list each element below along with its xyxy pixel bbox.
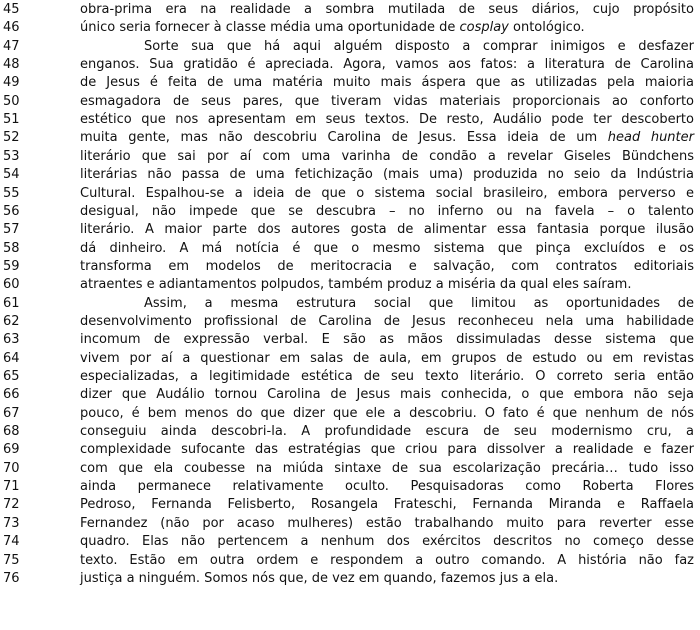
line-text: estético que nos apresentam em seus textos. De resto, Audálio pode ter descoberto — [80, 112, 694, 128]
text-line — [0, 74, 700, 91]
line-text: literário que sai por aí com uma varinha de condão a revelar Giseles Bündchens — [80, 148, 694, 164]
line-number: 45 — [3, 2, 20, 17]
line-number: 62 — [3, 313, 20, 329]
text-line — [0, 295, 700, 312]
text-line — [0, 185, 700, 202]
text-line — [0, 552, 700, 569]
text-line — [0, 166, 700, 183]
line-text: com que ela coubesse na miúda sintaxe de sua escolarização precária… tudo isso — [80, 460, 694, 476]
text-line — [0, 38, 700, 55]
line-text: atraentes e adiantamentos polpudos, também produz a miséria da qual eles saíram. — [80, 277, 632, 293]
line-number: 60 — [3, 277, 20, 293]
text-line — [0, 368, 700, 385]
line-text: obra-prima era na realidade a sombra mutilada de seus diários, cujo propósito — [80, 2, 694, 17]
line-text: justiça a ninguém. Somos nós que, de vez em quando, fazemos jus a ela. — [80, 570, 559, 586]
line-text: vivem por aí a questionar em salas de aula, em grupos de estudo ou em revistas — [80, 350, 694, 366]
line-number: 52 — [3, 130, 20, 146]
line-text: muita gente, mas não descobriu Carolina de Jesus. Essa ideia de um head hunter — [80, 130, 694, 146]
text-line — [0, 111, 700, 128]
text-line — [0, 478, 700, 495]
line-text: enganos. Sua gratidão é apreciada. Agora, vamos aos fatos: a literatura de Carolina — [80, 57, 694, 73]
line-number: 68 — [3, 424, 20, 440]
line-text: de Jesus é feita de uma matéria muito mais áspera que as utilizadas pela maioria — [80, 75, 694, 91]
line-number: 46 — [3, 20, 20, 36]
line-number: 73 — [3, 515, 20, 531]
line-number: 71 — [3, 479, 20, 495]
line-text: quadro. Elas não pertencem a nenhum dos exércitos descritos no começo desse — [80, 534, 694, 550]
text-line — [0, 350, 700, 367]
line-text: Fernandez (não por acaso mulheres) estão trabalhando muito para reverter esse — [80, 515, 694, 531]
line-text: transforma em modelos de meritocracia e salvação, com contratos editoriais — [80, 258, 694, 274]
text-line — [0, 19, 700, 36]
text-line — [0, 533, 700, 550]
line-text: texto. Estão em outra ordem e respondem a outro comando. A história não faz — [80, 552, 694, 568]
line-number: 47 — [3, 38, 20, 54]
line-number: 48 — [3, 57, 20, 73]
line-text: Pedroso, Fernanda Felisberto, Rosangela Frateschi, Fernanda Miranda e Raffaela — [80, 497, 694, 513]
text-line — [0, 313, 700, 330]
text-line — [0, 405, 700, 422]
text-line — [0, 148, 700, 165]
line-text: literário. A maior parte dos autores gosta de alimentar essa fantasia porque ilusão — [80, 222, 694, 238]
line-number: 69 — [3, 442, 20, 458]
text-line — [0, 496, 700, 513]
line-number: 58 — [3, 240, 20, 256]
line-text: dá dinheiro. A má notícia é que o mesmo sistema que pinça excluídos e os — [80, 240, 694, 256]
line-text: ainda permanece relativamente oculto. Pesquisadoras como Roberta Flores — [80, 479, 694, 495]
line-number: 65 — [3, 369, 20, 384]
text-line — [0, 56, 700, 73]
line-number: 51 — [3, 112, 20, 128]
text-line — [0, 515, 700, 532]
text-line — [0, 460, 700, 477]
line-number: 74 — [3, 534, 20, 550]
line-number: 57 — [3, 222, 20, 238]
line-number: 54 — [3, 167, 20, 183]
line-text: pouco, é bem menos do que dizer que ele a descobriu. O fato é que nenhum de nós — [80, 405, 694, 421]
text-line — [0, 331, 700, 348]
line-text: Assim, a mesma estrutura social que limitou as oportunidades de — [144, 295, 694, 311]
text-line — [0, 441, 700, 458]
line-text: literárias não passa de uma fetichização (mais uma) produzida no seio da Indústria — [80, 167, 694, 183]
line-text: incomum de expressão verbal. E são as mãos dissimuladas desse sistema que — [80, 332, 694, 348]
line-number: 72 — [3, 497, 20, 513]
text-line — [0, 129, 700, 146]
text-line — [0, 240, 700, 257]
line-text: complexidade sufocante das estratégias que criou para dissolver a realidade e fazer — [80, 442, 694, 458]
text-line — [0, 1, 700, 18]
line-number: 61 — [3, 295, 20, 311]
text-line — [0, 276, 700, 293]
text-line — [0, 93, 700, 110]
line-text: Sorte sua que há aqui alguém disposto a comprar inimigos e desfazer — [144, 38, 694, 54]
line-number: 66 — [3, 387, 20, 403]
text-line — [0, 258, 700, 275]
line-number: 49 — [3, 75, 20, 91]
text-line — [0, 570, 700, 587]
line-text: dizer que Audálio tornou Carolina de Jesus mais conhecida, o que embora não seja — [80, 387, 694, 403]
line-number: 67 — [3, 405, 20, 421]
line-text: Cultural. Espalhou-se a ideia de que o sistema social brasileiro, embora perverso e — [80, 185, 694, 201]
line-number: 50 — [3, 93, 20, 109]
line-number: 53 — [3, 148, 20, 164]
line-number: 76 — [3, 570, 20, 586]
line-text: desenvolvimento profissional de Carolina de Jesus reconheceu nela uma habilidade — [80, 313, 694, 329]
text-line — [0, 386, 700, 403]
line-number: 56 — [3, 203, 20, 219]
line-number: 63 — [3, 332, 20, 348]
text-line — [0, 203, 700, 220]
line-text: único seria fornecer à classe média uma oportunidade de cosplay ontológico. — [80, 20, 585, 36]
line-number: 64 — [3, 350, 20, 366]
line-number: 70 — [3, 460, 20, 476]
text-line — [0, 423, 700, 440]
text-line — [0, 221, 700, 238]
line-number: 55 — [3, 185, 20, 201]
line-number: 75 — [3, 552, 20, 568]
line-text: desigual, não impede que se descubra – no inferno ou na favela – o talento — [80, 203, 694, 219]
line-text: esmagadora de seus pares, que tiveram vidas materiais proporcionais ao conforto — [80, 93, 694, 109]
line-text: especializadas, a legitimidade estética de seu texto literário. O correto seria então — [80, 369, 694, 384]
line-number: 59 — [3, 258, 20, 274]
line-text: conseguiu ainda descobri-la. A profundidade escura de seu modernismo cru, a — [80, 424, 694, 440]
